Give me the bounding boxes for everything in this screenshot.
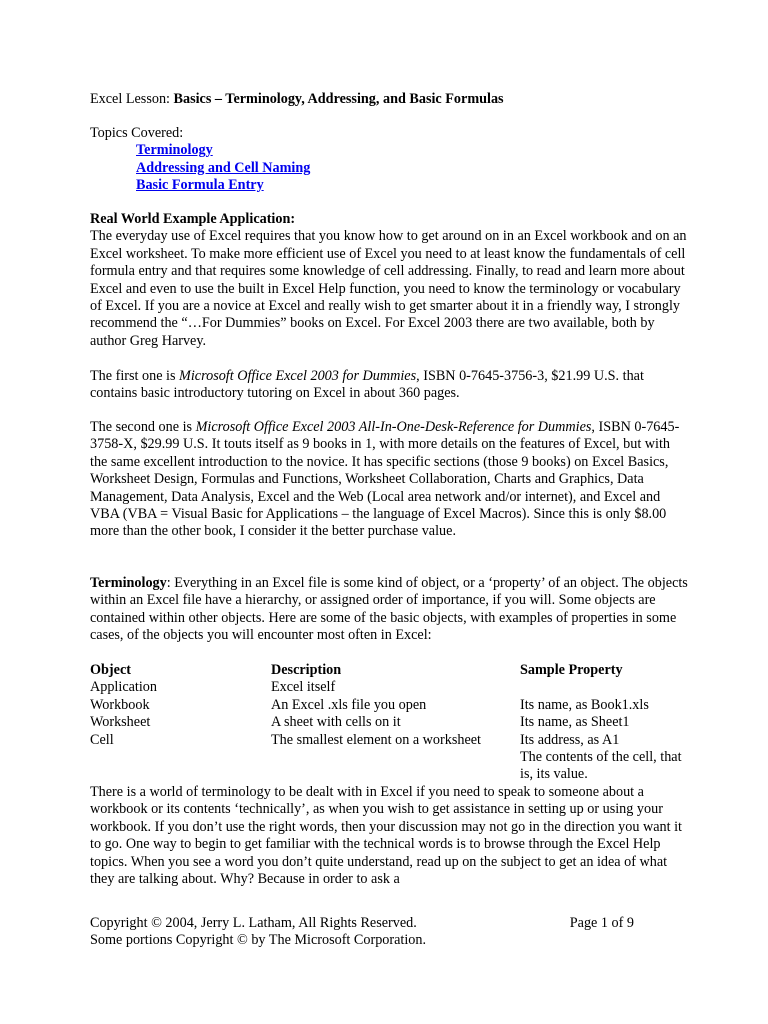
- topic-link-addressing[interactable]: Addressing and Cell Naming: [136, 159, 311, 176]
- cell-description: Excel itself: [271, 679, 336, 696]
- cell-object: [90, 749, 271, 784]
- cell-object: Cell: [90, 731, 114, 748]
- book2-section: [90, 419, 690, 541]
- book1-section: [90, 368, 690, 403]
- page-number: Page 1 of 9: [569, 915, 634, 931]
- cell-property: Its name, as Sheet1: [520, 714, 630, 731]
- objects-table: [90, 662, 690, 784]
- table-row: [90, 714, 690, 731]
- footer-row: [90, 915, 690, 932]
- book1-title: Microsoft Office Excel 2003 for Dummies: [179, 368, 417, 384]
- cell-description: An Excel .xls file you open: [271, 696, 427, 713]
- book2-paragraph: [90, 419, 690, 541]
- header-object: Object: [90, 662, 131, 678]
- terminology-paragraph: [90, 575, 690, 645]
- topics-heading: Topics Covered:: [90, 125, 184, 141]
- table-row: [90, 697, 690, 714]
- copyright-text: Copyright © 2004, Jerry L. Latham, All Rights Reserved.: [90, 915, 417, 931]
- lesson-title: [90, 91, 504, 108]
- book2-title: Microsoft Office Excel 2003 All-In-One-Desk-Reference for Dummies: [195, 419, 592, 435]
- cell-object: Workbook: [90, 696, 150, 713]
- book2-post: , ISBN 0-7645-3758-X, $29.99 U.S. It touts itself as 9 books in 1, with more details on the features of Excel, but with the same excellent introduction to the novice. It has specific sections (those 9 books) on Excel Basics, Worksheet Design, Formulas and Functions, Worksheet Collaboration, Charts and Graphics, Data Management, Data Analysis, Excel and the Web (Local area network and/or internet), and Excel and VBA (VBA = Visual Basic for Applications – the language of Excel Macros). Since this is only $8.00 more than the other book, I consider it the better purchase value.: [90, 419, 680, 540]
- header-sample-property: Sample Property: [520, 662, 623, 678]
- ms-copyright-text: Some portions Copyright © by The Microsoft Corporation.: [90, 932, 427, 949]
- book1-post: , ISBN 0-7645-3756-3, $21.99 U.S. that contains basic introductory tutoring on Excel in about 360 pages.: [90, 368, 644, 402]
- topics-covered: [90, 125, 310, 195]
- book2-pre: The second one is: [90, 419, 196, 435]
- topic-links: [136, 142, 310, 194]
- topic-link-formula-entry[interactable]: Basic Formula Entry: [136, 177, 264, 194]
- cell-property: Its address, as A1: [520, 731, 620, 748]
- cell-object: Worksheet: [90, 714, 151, 731]
- terminology-label: Terminology: [90, 575, 167, 591]
- table-row: [90, 679, 690, 696]
- lesson-title-text: Basics – Terminology, Addressing, and Basic Formulas: [173, 91, 504, 107]
- table-row: [90, 732, 690, 749]
- header-description: Description: [271, 662, 342, 678]
- real-world-paragraph: The everyday use of Excel requires that you know how to get around on in an Excel workbook and on an Excel worksheet. To make more efficient use of Excel you need to at least know the fundamentals of cell formula entry and that requires some knowledge of cell addressing. Finally, to read and learn more about Excel and even to use the built in Excel Help function, you need to know the terminology or vocabulary of Excel. If you are a novice at Excel and really wish to get smarter about it in a friendly way, I strongly recommend the “…For Dummies” books on Excel. For Excel 2003 there are two available, both by author Greg Harvey.: [90, 228, 687, 349]
- world-terminology-section: [90, 784, 690, 888]
- real-world-heading: Real World Example Application:: [90, 211, 296, 227]
- book1-paragraph: [90, 368, 690, 403]
- terminology-section: [90, 575, 690, 645]
- cell-property: [520, 679, 690, 696]
- cell-property: The contents of the cell, that is, its value.: [520, 749, 682, 783]
- cell-description: A sheet with cells on it: [271, 714, 401, 731]
- real-world-section: [90, 211, 690, 350]
- topic-link-terminology[interactable]: Terminology: [136, 142, 213, 159]
- table-row: [90, 749, 690, 784]
- lesson-label: Excel Lesson:: [90, 91, 174, 107]
- cell-description: [271, 749, 520, 784]
- page-footer: [90, 915, 690, 950]
- cell-property: Its name, as Book1.xls: [520, 696, 649, 713]
- cell-description: The smallest element on a worksheet: [271, 731, 481, 748]
- book1-pre: The first one is: [90, 368, 180, 384]
- terminology-body: : Everything in an Excel file is some kind of object, or a ‘property’ of an object. The objects within an Excel file have a hierarchy, or assigned order of importance, if you will. Some objects are contained within other objects. Here are some of the basic objects, with examples of properties in some cases, of the objects you will encounter most often in Excel:: [90, 575, 688, 644]
- cell-object: Application: [90, 679, 157, 696]
- world-terminology-paragraph: There is a world of terminology to be dealt with in Excel if you need to speak to someone about a workbook or its contents ‘technically’, as when you wish to get assistance in setting up or using your workbook. If you don’t use the right words, then your discussion may not go in the direction you want it to go. One way to begin to get familiar with the technical words is to browse through the Excel Help topics. When you see a word you don’t quite understand, read up on the subject to get an idea of what they are talking about. Why? Because in order to ask a: [90, 784, 682, 888]
- table-header-row: [90, 662, 690, 679]
